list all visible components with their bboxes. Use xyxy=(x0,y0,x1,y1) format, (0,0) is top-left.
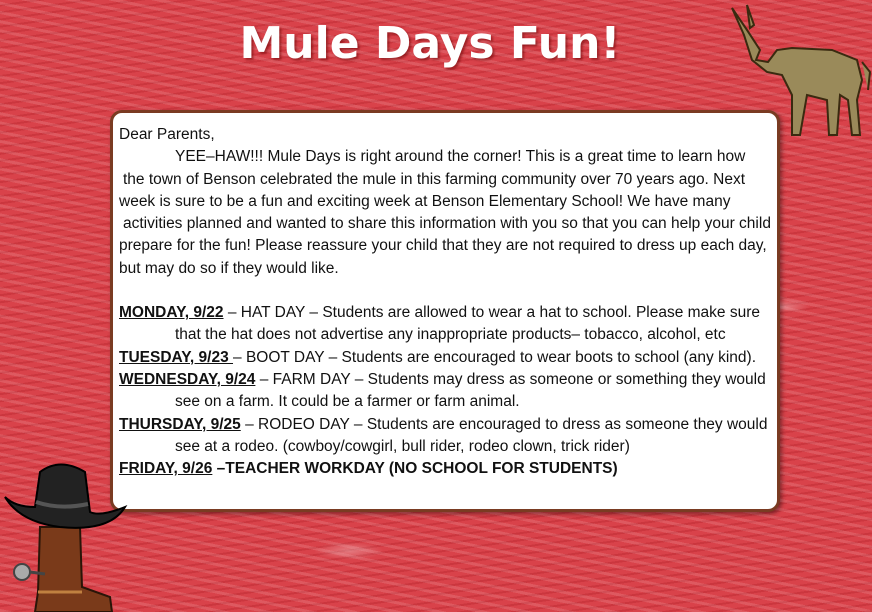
page-title: Mule Days Fun! xyxy=(239,18,621,69)
day-label: WEDNESDAY, 9/24 xyxy=(119,370,256,388)
intro-line: prepare for the fun! Please reassure your child that they are not required to dress up each day, xyxy=(119,237,767,255)
schedule-tuesday xyxy=(119,347,779,369)
schedule-friday xyxy=(119,458,779,480)
greeting: Dear Parents, xyxy=(119,126,215,143)
schedule-monday xyxy=(119,302,779,324)
intro-line: but may do so if they would like. xyxy=(119,259,339,277)
day-label: THURSDAY, 9/25 xyxy=(119,415,241,433)
day-description-cont: that the hat does not advertise any inappropriate products– tobacco, alcohol, etc xyxy=(175,326,726,344)
day-description-cont: see on a farm. It could be a farmer or farm animal. xyxy=(175,393,520,411)
letter-body xyxy=(119,124,779,480)
intro-line: week is sure to be a fun and exciting week at Benson Elementary School! We have many xyxy=(119,192,731,210)
day-description: – FARM DAY – Students may dress as someone or something they would xyxy=(255,370,766,388)
day-description: – RODEO DAY – Students are encouraged to dress as someone they would xyxy=(240,415,768,433)
schedule-thursday xyxy=(119,414,779,436)
intro-line: activities planned and wanted to share this information with you so that you can help your child xyxy=(123,215,771,233)
day-description: – HAT DAY – Students are allowed to wear a hat to school. Please make sure xyxy=(223,304,761,322)
day-description: – BOOT DAY – Students are encouraged to wear boots to school (any kind). xyxy=(233,348,757,366)
day-label: TUESDAY, 9/23 xyxy=(119,348,234,366)
day-description: –TEACHER WORKDAY (NO SCHOOL FOR STUDENTS) xyxy=(212,460,618,478)
day-label: FRIDAY, 9/26 xyxy=(119,460,213,478)
intro-line: YEE–HAW!!! Mule Days is right around the corner! This is a great time to learn how xyxy=(175,148,746,166)
day-description-cont: see at a rodeo. (cowboy/cowgirl, bull rider, rodeo clown, trick rider) xyxy=(175,437,630,455)
schedule-wednesday xyxy=(119,369,779,391)
cowboy-hat-boot-illustration xyxy=(0,452,130,612)
day-label: MONDAY, 9/22 xyxy=(119,304,224,322)
intro-line: the town of Benson celebrated the mule in this farming community over 70 years ago. Next xyxy=(123,170,746,188)
